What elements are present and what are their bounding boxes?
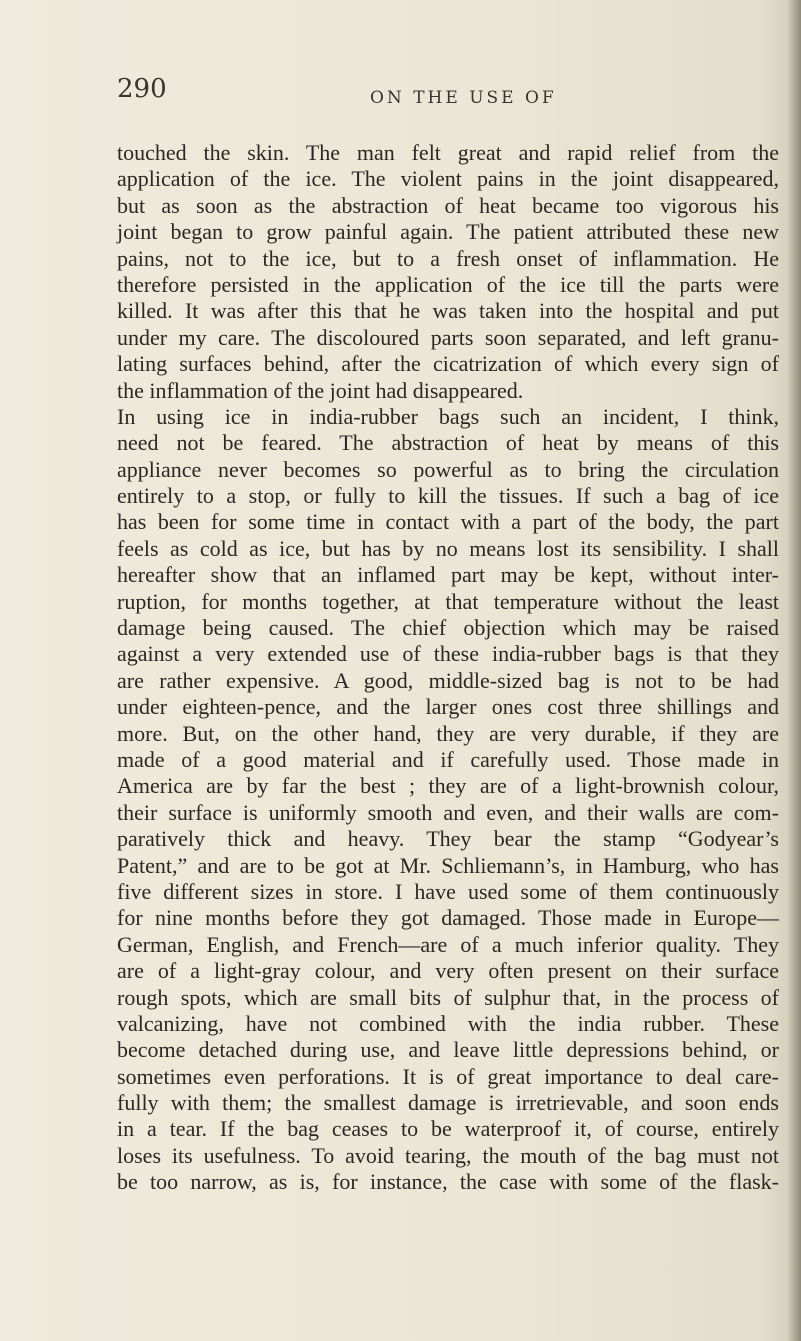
body-text — [117, 140, 779, 1196]
text-line: entirely to a stop, or fully to kill the tissues. If such a bag of ice — [117, 483, 779, 509]
text-line: more. But, on the other hand, they are very durable, if they are — [117, 720, 779, 746]
text-line: has been for some time in contact with a part of the body, the part — [117, 509, 779, 535]
text-line: five different sizes in store. I have used some of them continuously — [117, 878, 779, 904]
text-line: appliance never becomes so powerful as to bring the circulation — [117, 456, 779, 482]
text-line: are rather expensive. A good, middle-sized bag is not to be had — [117, 667, 779, 693]
text-line: application of the ice. The violent pains in the joint disappeared, — [117, 166, 779, 192]
text-line: against a very extended use of these india-rubber bags is that they — [117, 641, 779, 667]
text-line: rough spots, which are small bits of sulphur that, in the process of — [117, 984, 779, 1010]
text-line: lating surfaces behind, after the cicatrization of which every sign of — [117, 351, 779, 377]
text-line: damage being caused. The chief objection which may be raised — [117, 615, 779, 641]
text-line: touched the skin. The man felt great and rapid relief from the — [117, 140, 779, 165]
text-line: fully with them; the smallest damage is irretrievable, and soon ends — [117, 1090, 779, 1116]
text-line: the inflammation of the joint had disappeared. — [117, 377, 524, 403]
text-line: become detached during use, and leave little depressions behind, or — [117, 1037, 779, 1063]
text-line: ruption, for months together, at that temperature without the least — [117, 588, 779, 614]
text-line: loses its usefulness. To avoid tearing, the mouth of the bag must not — [117, 1142, 779, 1168]
text-line: In using ice in india-rubber bags such an incident, I think, — [117, 403, 779, 429]
text-line: under my care. The discoloured parts soon separated, and left granu- — [117, 324, 779, 350]
page-edge — [787, 0, 801, 1341]
text-line: are of a light-gray colour, and very often present on their surface — [117, 958, 779, 984]
text-line: German, English, and French—are of a much inferior quality. They — [117, 931, 779, 957]
text-line: pains, not to the ice, but to a fresh onset of inflammation. He — [117, 245, 779, 271]
text-line: hereafter show that an inflamed part may be kept, without inter- — [117, 562, 779, 588]
text-line: made of a good material and if carefully used. Those made in — [117, 746, 779, 772]
text-line: their surface is uniformly smooth and even, and their walls are com- — [117, 799, 779, 825]
text-line: paratively thick and heavy. They bear the stamp “Godyear’s — [117, 826, 779, 852]
text-line: under eighteen-pence, and the larger ones cost three shillings and — [117, 694, 779, 720]
text-line: for nine months before they got damaged. Those made in Europe— — [117, 905, 779, 931]
text-line: feels as cold as ice, but has by no means lost its sensibility. I shall — [117, 535, 779, 561]
text-line: be too narrow, as is, for instance, the case with some of the flask- — [117, 1169, 779, 1195]
text-line: valcanizing, have not combined with the india rubber. These — [117, 1010, 779, 1036]
text-line: America are by far the best ; they are of a light-brownish colour, — [117, 773, 779, 799]
text-line: sometimes even perforations. It is of great importance to deal care- — [117, 1063, 779, 1089]
text-line: need not be feared. The abstraction of heat by means of this — [117, 430, 779, 456]
text-line: therefore persisted in the application of the ice till the parts were — [117, 271, 779, 297]
text-line: in a tear. If the bag ceases to be waterproof it, of course, entirely — [117, 1116, 779, 1142]
running-head: ON THE USE OF — [370, 88, 557, 108]
text-line: joint began to grow painful again. The patient attributed these new — [117, 219, 779, 245]
page-number: 290 — [117, 74, 167, 104]
text-line: killed. It was after this that he was taken into the hospital and put — [117, 298, 779, 324]
text-line: but as soon as the abstraction of heat became too vigorous his — [117, 192, 779, 218]
text-line: Patent,” and are to be got at Mr. Schliemann’s, in Hamburg, who has — [117, 852, 779, 878]
